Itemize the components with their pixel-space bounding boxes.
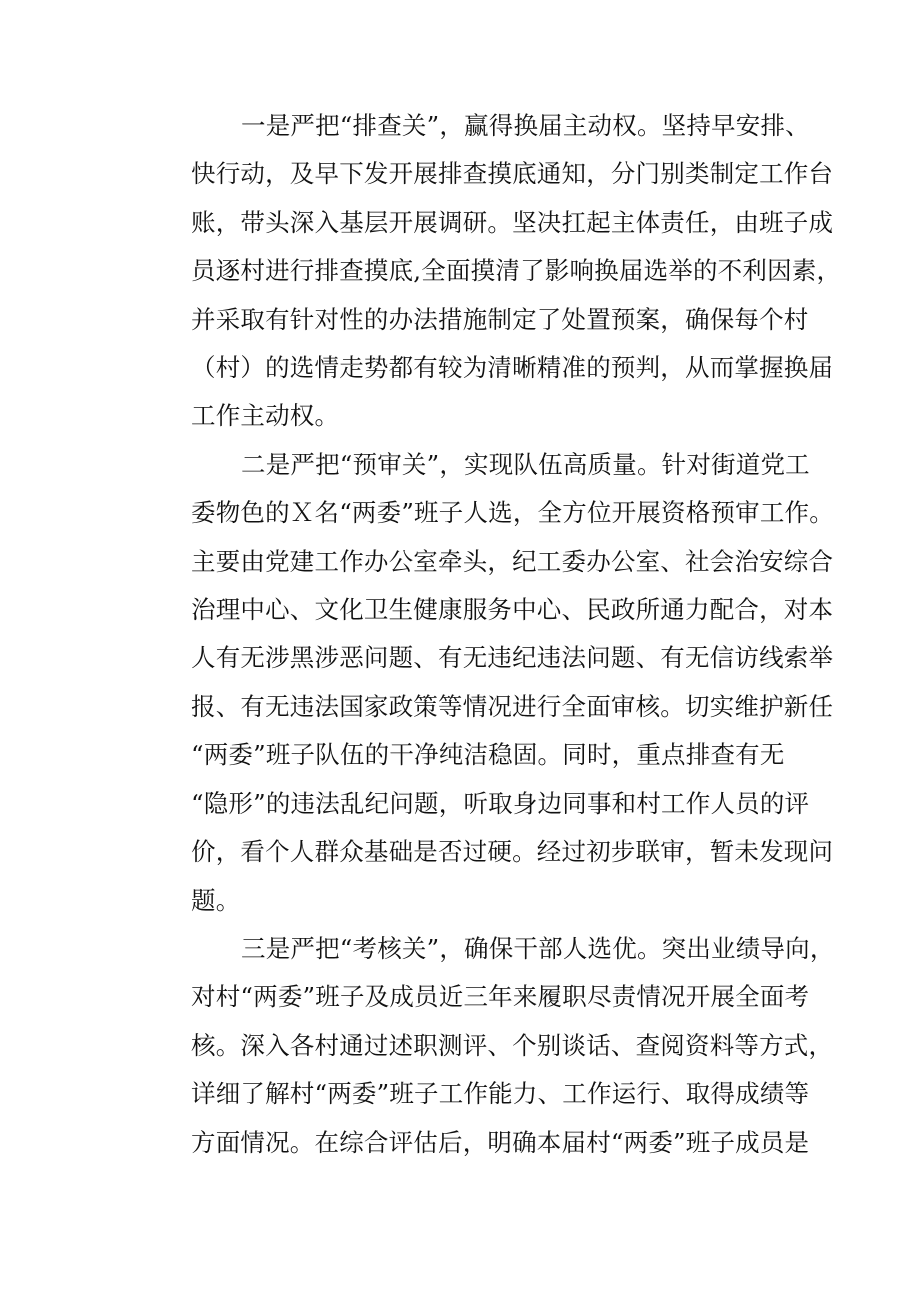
text-line: “隐形”的违法乱纪问题，听取身边同事和村工作人员的评 [191, 788, 810, 818]
text-line: 方面情况。在综合评估后，明确本届村“两委”班子成员是 [191, 1127, 810, 1157]
text-line: 主要由党建工作办公室牵头，纪工委办公室、社会治安综合 [191, 546, 834, 576]
text-line: 快行动，及早下发开展排查摸底通知，分门别类制定工作台 [191, 159, 834, 189]
text-line: 详细了解村“两委”班子工作能力、工作运行、取得成绩等 [191, 1079, 810, 1109]
document-body [142, 102, 842, 1167]
text-line: （村）的选情走势都有较为清晰精准的预判，从而掌握换届 [191, 353, 834, 383]
text-line: 对村“两委”班子及成员近三年来履职尽责情况开展全面考 [191, 982, 810, 1012]
paragraph-3 [142, 925, 835, 1167]
paragraph-1 [142, 102, 842, 441]
text-line: 委物色的Ｘ名“两委”班子人选，全方位开展资格预审工作。 [191, 498, 834, 528]
text-line: 二是严把“预审关”，实现队伍高质量。针对街道党工 [241, 449, 810, 479]
paragraph-2 [142, 441, 834, 925]
text-line: 员逐村进行排查摸底,全面摸清了影响换届选举的不利因素， [191, 256, 842, 286]
text-line: 题。 [191, 885, 241, 915]
text-line: 并采取有针对性的办法措施制定了处置预案，确保每个村 [191, 304, 809, 334]
text-line: “两委”班子队伍的干净纯洁稳固。同时，重点排查有无 [191, 740, 785, 770]
text-line: 价，看个人群众基础是否过硬。经过初步联审，暂未发现问 [191, 837, 834, 867]
text-line: 一是严把“排查关”，赢得换届主动权。坚持早安排、 [241, 111, 810, 140]
text-line: 报、有无违法国家政策等情况进行全面审核。切实维护新任 [191, 691, 834, 721]
text-line: 治理中心、文化卫生健康服务中心、民政所通力配合，对本 [191, 595, 834, 625]
text-line: 账，带头深入基层开展调研。坚决扛起主体责任，由班子成 [191, 207, 834, 237]
text-line: 三是严把“考核关”，确保干部人选优。突出业绩导向， [241, 933, 835, 963]
text-line: 工作主动权。 [191, 401, 340, 431]
text-line: 人有无涉黑涉恶问题、有无违纪违法问题、有无信访线索举 [191, 643, 834, 673]
text-line: 核。深入各村通过述职测评、个别谈话、查阅资料等方式， [191, 1030, 834, 1060]
